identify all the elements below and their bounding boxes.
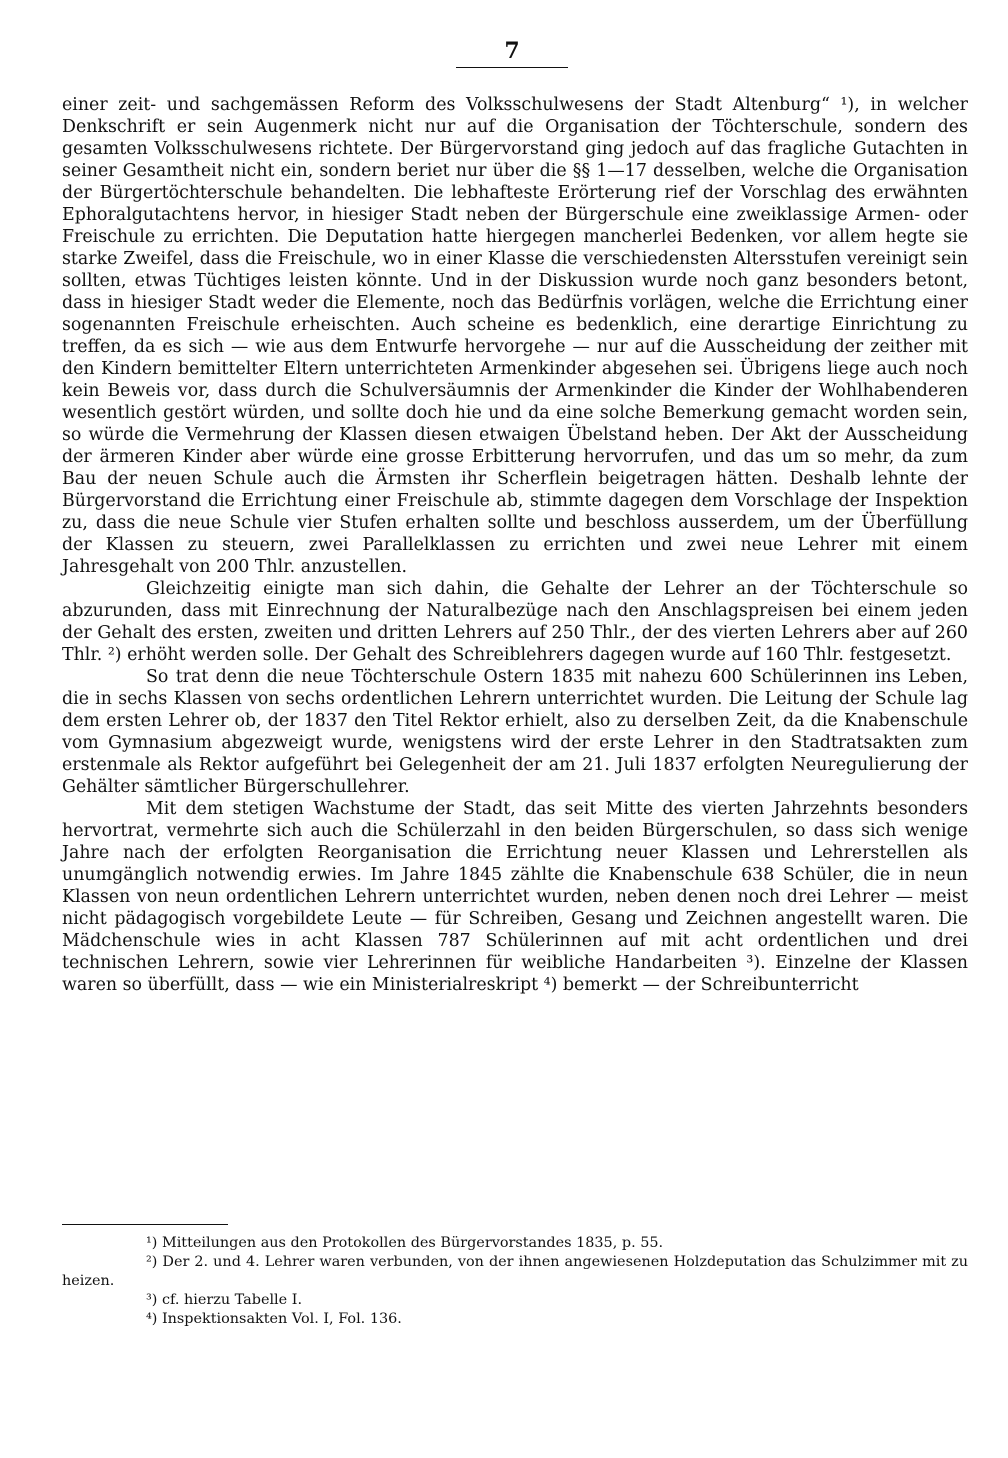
footnote-1: ¹) Mitteilungen aus den Protokollen des Bürgervorstandes 1835, p. 55. <box>146 1235 664 1251</box>
paragraph-1: einer zeit- und sachgemässen Reform des Volksschulwesens der Stadt Altenburg“ ¹), in welcher Denkschrift er sein Augenmerk nicht nur auf die Organisation der Töchterschule, sondern des gesamten Volksschulwesens richtete. Der Bürgervorstand ging jedoch auf das fragliche Gutachten in seiner Gesamtheit nicht ein, sondern beriet nur über die §§ 1—17 desselben, welche die Organisation der Bürgertöchterschule behandelten. Die lebhafteste Erörterung rief der Vorschlag des erwähnten Ephoralgutachtens hervor, in hiesiger Stadt neben der Bürgerschule eine zweiklassige Armen- oder Freischule zu errichten. Die Deputation hatte hiergegen mancherlei Bedenken, vor allem hegte sie starke Zweifel, dass die Freischule, wo in einer Klasse die verschiedensten Altersstufen vereinigt sein sollten, etwas Tüchtiges leisten könnte. Und in der Diskussion wurde noch ganz besonders betont, dass in hiesiger Stadt weder die Elemente, noch das Bedürfnis vorlägen, welche die Errichtung einer sogenannten Freischule erheischten. Auch scheine es bedenklich, eine derartige Einrichtung zu treffen, da es sich — wie aus dem Entwurfe hervorgehe — nur auf die Ausscheidung der zeither mit den Kindern bemittelter Eltern unterrichteten Armenkinder abgesehen sei. Übrigens liege auch noch kein Beweis vor, dass durch die Schulversäumnis der Armenkinder die Kinder der Wohlhabenderen wesentlich gestört würden, und sollte doch hie und da eine solche Bemerkung gemacht worden sein, so würde die Vermehrung der Klassen diesen etwaigen Übelstand heben. Der Akt der Ausscheidung der ärmeren Kinder aber würde eine grosse Erbitterung hervorrufen, und das um so mehr, da zum Bau der neuen Schule auch die Ärmsten ihr Scherflein beigetragen hätten. Deshalb lehnte der Bürgervorstand die Errichtung einer Freischule ab, stimmte dagegen dem Vorschlage der Inspektion zu, dass die neue Schule vier Stufen erhalten sollte und beschloss ausserdem, um der Überfüllung der Klassen zu steuern, zwei Parallelklassen zu errichten und zwei neue Lehrer mit einem Jahresgehalt von 200 Thlr. anzustellen. <box>62 95 968 577</box>
footnote-4: ⁴) Inspektionsakten Vol. I, Fol. 136. <box>146 1311 402 1327</box>
footnotes <box>62 1234 968 1329</box>
footnote-separator <box>62 1224 228 1225</box>
page-number: 7 <box>504 38 520 64</box>
footnote-2: ²) Der 2. und 4. Lehrer waren verbunden, von der ihnen angewiesenen Holzdeputation das Schulzimmer mit zu heizen. <box>62 1254 968 1289</box>
paragraph-2: Gleichzeitig einigte man sich dahin, die Gehalte der Lehrer an der Töchterschule so abzurunden, dass mit Einrechnung der Naturalbezüge nach den Anschlagspreisen bei einem jeden der Gehalt des ersten, zweiten und dritten Lehrers auf 250 Thlr., der des vierten Lehrers aber auf 260 Thlr. ²) erhöht werden solle. Der Gehalt des Schreiblehrers dagegen wurde auf 160 Thlr. festgesetzt. <box>62 579 968 665</box>
paragraph-4: Mit dem stetigen Wachstume der Stadt, das seit Mitte des vierten Jahrzehnts besonders hervortrat, vermehrte sich auch die Schülerzahl in den beiden Bürgerschulen, so dass sich wenige Jahre nach der erfolgten Reorganisation die Errichtung neuer Klassen und Lehrerstellen als unumgänglich notwendig erwies. Im Jahre 1845 zählte die Knabenschule 638 Schüler, die in neun Klassen von neun ordentlichen Lehrern unterrichtet wurden, neben denen noch drei Lehrer — meist nicht pädagogisch vorgebildete Leute — für Schreiben, Gesang und Zeichnen angestellt waren. Die Mädchenschule wies in acht Klassen 787 Schülerinnen auf mit acht ordentlichen und drei technischen Lehrern, sowie vier Lehrerinnen für weibliche Handarbeiten ³). Einzelne der Klassen waren so überfüllt, dass — wie ein Ministerialreskript ⁴) bemerkt — der Schreibunterricht <box>62 799 968 995</box>
footnote-3: ³) cf. hierzu Tabelle I. <box>146 1292 303 1308</box>
body-text <box>62 94 968 996</box>
paragraph-3: So trat denn die neue Töchterschule Ostern 1835 mit nahezu 600 Schülerinnen ins Leben, die in sechs Klassen von sechs ordentlichen Lehrern unterrichtet wurden. Die Leitung der Schule lag dem ersten Lehrer ob, der 1837 den Titel Rektor erhielt, also zu derselben Zeit, da die Knabenschule vom Gymnasium abgezweigt wurde, wenigstens wird der erste Lehrer in den Stadtratsakten zum erstenmale als Rektor aufgeführt bei Gelegenheit der am 21. Juli 1837 erfolgten Neuregulierung der Gehälter sämtlicher Bürgerschullehrer. <box>62 667 968 797</box>
page-number-rule <box>456 67 568 68</box>
